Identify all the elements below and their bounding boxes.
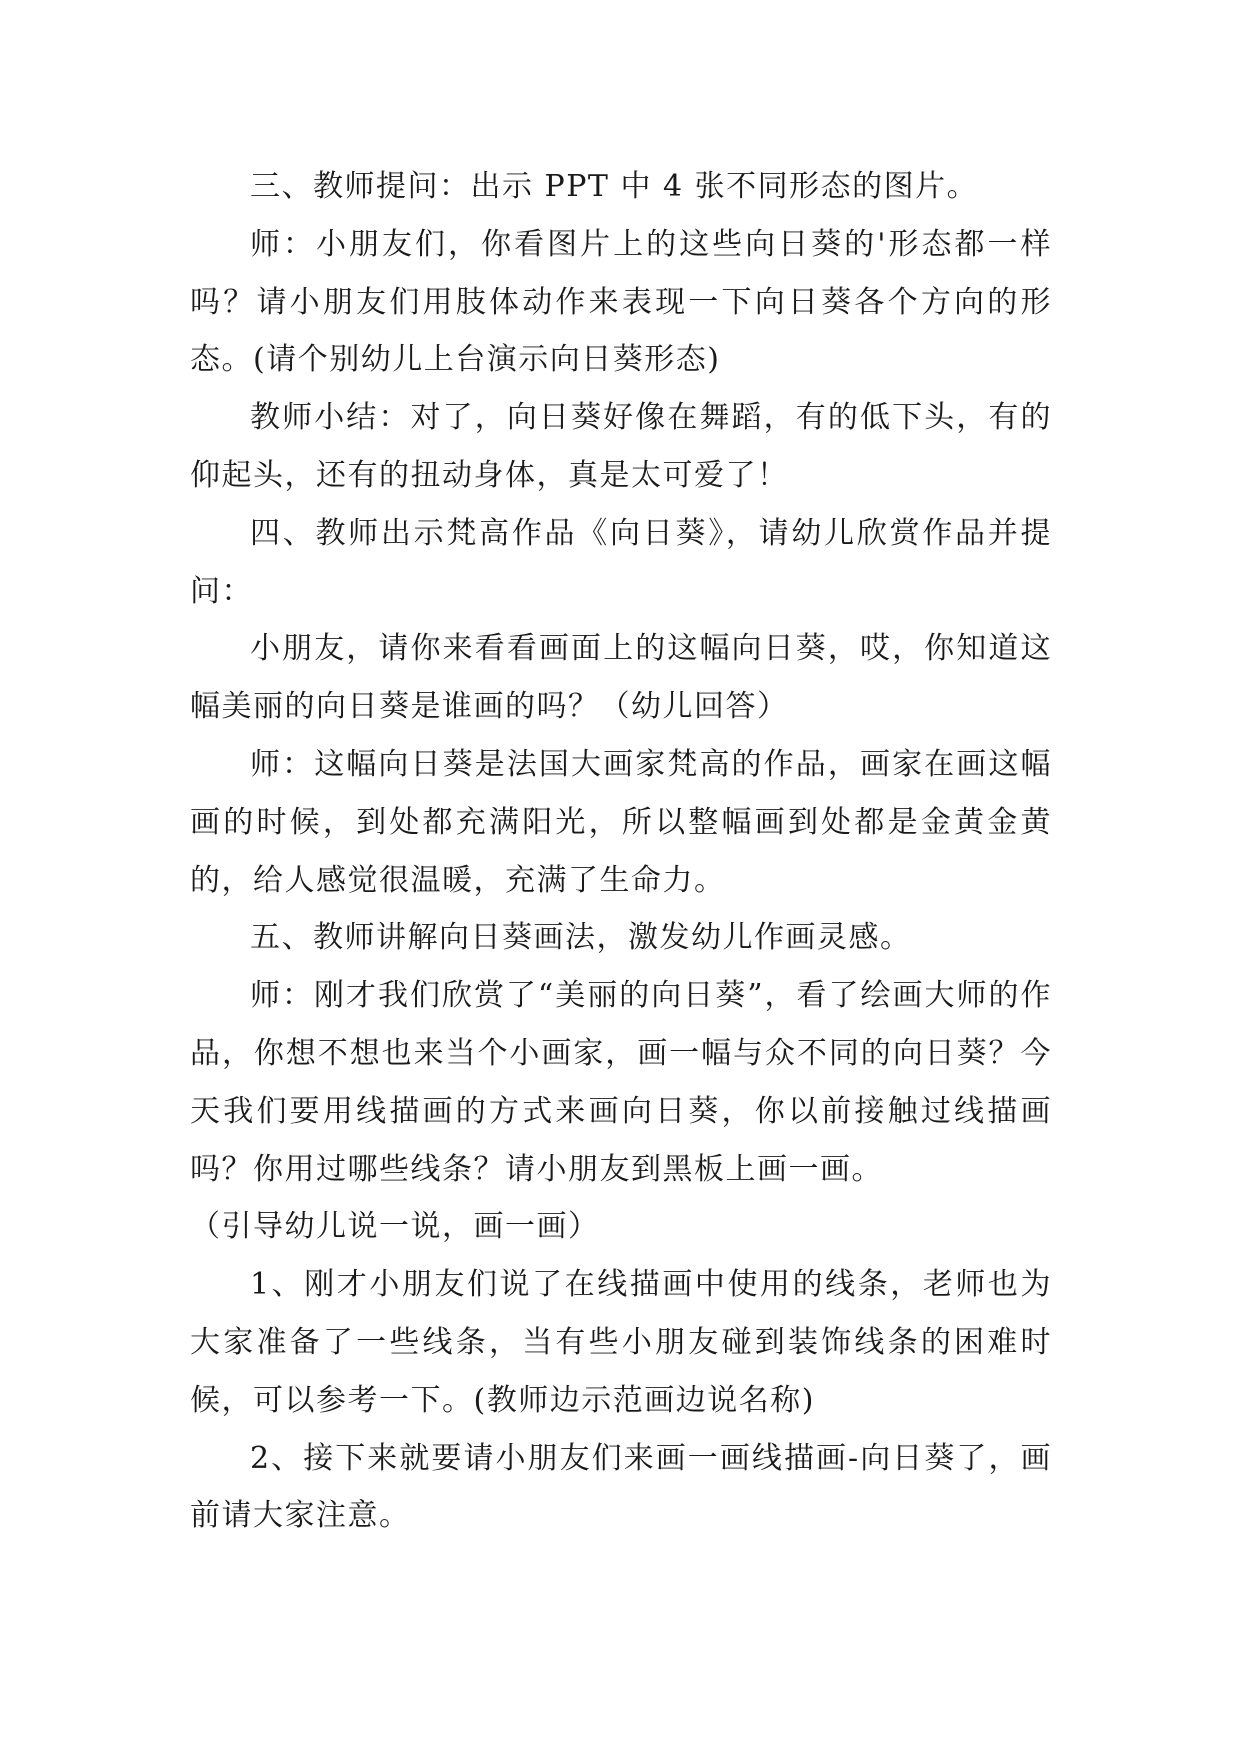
paragraph-van-gogh: 师：这幅向日葵是法国大画家梵高的作品，画家在画这幅画的时候，到处都充满阳光，所以整幅画到处都是金黄金黄的，给人感觉很温暖，充满了生命力。 [190,746,1052,898]
paragraph-guide-children: （引导幼儿说一说，画一画） [190,1209,600,1245]
paragraph-question-3: 三、教师提问：出示 PPT 中 4 张不同形态的图片。 [250,169,979,204]
paragraph-line-drawing: 师：刚才我们欣赏了“美丽的向日葵”，看了绘画大师的作品，你想不想也来当个小画家，画一幅与众不同的向日葵？今天我们要用线描画的方式来画向日葵，你以前接触过线描画吗？你用过哪些线条？请小朋友到黑板上画一画。 [190,978,1052,1187]
paragraph-step-1: 1、刚才小朋友们说了在线描画中使用的线条，老师也为大家准备了一些线条，当有些小朋友碰到装饰线条的困难时候，可以参考一下。(教师边示范画边说名称) [190,1267,1052,1418]
paragraph-step-2: 2、接下来就要请小朋友们来画一画线描画-向日葵了，画前请大家注意。 [190,1440,1052,1534]
paragraph-section-5: 五、教师讲解向日葵画法，激发幼儿作画灵感。 [250,920,912,956]
paragraph-section-4: 四、教师出示梵高作品《向日葵》，请幼儿欣赏作品并提问： [190,515,1052,609]
paragraph-teacher-shapes: 师：小朋友们，你看图片上的这些向日葵的'形态都一样吗？请小朋友们用肢体动作来表现一下向日葵各个方向的形态。(请个别幼儿上台演示向日葵形态) [190,226,1052,378]
document-body [190,158,1052,1545]
paragraph-who-painted: 小朋友，请你来看看画面上的这幅向日葵，哎，你知道这幅美丽的向日葵是谁画的吗？（幼儿回答） [190,631,1052,725]
paragraph-teacher-summary: 教师小结：对了，向日葵好像在舞蹈，有的低下头，有的仰起头，还有的扭动身体，真是太可爱了！ [190,400,1052,493]
